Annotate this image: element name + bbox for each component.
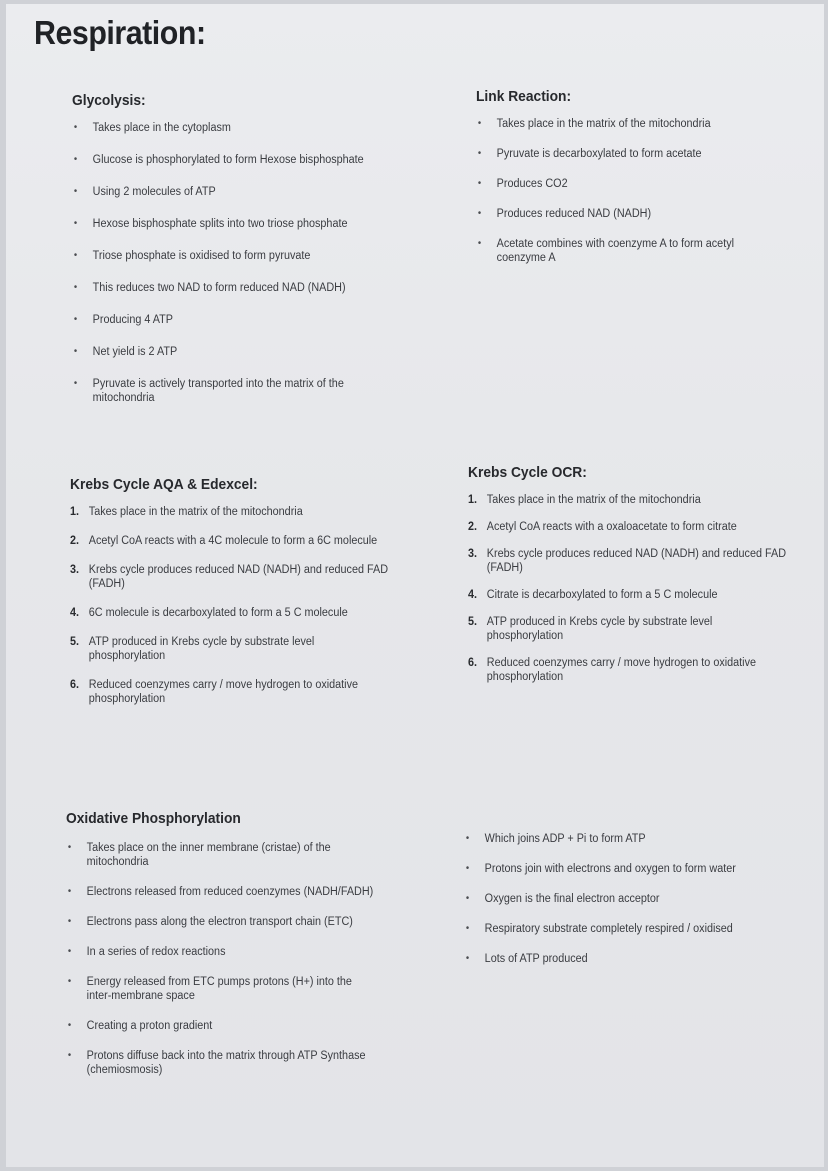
list-item [468, 520, 806, 534]
list-item: • Pyruvate is actively transported into the matrix of the mitochondria [72, 377, 356, 405]
item-number: 1. [468, 494, 478, 506]
list-item: • Lots of ATP produced [464, 952, 793, 966]
oxidative-phosphorylation-section [66, 810, 416, 1093]
krebs-ocr-section [468, 464, 818, 697]
list-item: • Protons diffuse back into the matrix through ATP Synthase (chemiosmosis) [66, 1049, 378, 1077]
item-number: 6. [468, 657, 478, 669]
list-item: • Energy released from ETC pumps protons (H+) into the inter-membrane space [66, 975, 369, 1003]
glycolysis-heading: Glycolysis: [72, 92, 146, 109]
item-number: 3. [70, 564, 80, 576]
item-number: 2. [70, 535, 80, 547]
list-item: • Glucose is phosphorylated to form Hexose bisphosphate [72, 153, 392, 167]
glycolysis-section [72, 92, 412, 423]
list-item: • Takes place on the inner membrane (cristae) of the mitochondria [66, 841, 340, 869]
list-item [468, 656, 811, 684]
list-item [468, 547, 811, 575]
page-title: Respiration: [34, 14, 206, 51]
list-item [70, 534, 380, 548]
krebs-ocr-list [468, 493, 818, 684]
item-number: 4. [468, 589, 478, 601]
list-item: • Oxygen is the final electron acceptor [464, 892, 793, 906]
item-text: Takes place in the matrix of the mitochondria [486, 494, 701, 506]
list-item: • Takes place in the cytoplasm [72, 121, 392, 135]
link-reaction-section [476, 88, 796, 281]
list-item: • Electrons pass along the electron transport chain (ETC) [66, 915, 395, 929]
list-item [70, 606, 408, 620]
list-item [468, 588, 806, 602]
list-item: • Protons join with electrons and oxygen to form water [464, 862, 793, 876]
list-item [70, 505, 399, 519]
oxidative-phosphorylation-list-continued [464, 832, 814, 966]
list-item: • Producing 4 ATP [72, 313, 392, 327]
list-item: • Triose phosphate is oxidised to form pyruvate [72, 249, 392, 263]
list-item: • Electrons released from reduced coenzymes (NADH/FADH) [66, 885, 395, 899]
list-item: • In a series of redox reactions [66, 945, 395, 959]
item-number: 5. [70, 636, 80, 648]
item-text: Reduced coenzymes carry / move hydrogen to oxidative phosphorylation [486, 657, 756, 683]
item-text: Citrate is decarboxylated to form a 5 C molecule [486, 589, 718, 601]
oxidative-phosphorylation-list [66, 841, 416, 1077]
item-text: Acetyl CoA reacts with a oxaloacetate to form citrate [486, 521, 737, 533]
link-reaction-list [476, 117, 796, 265]
item-text: 6C molecule is decarboxylated to form a 5 C molecule [88, 607, 348, 619]
list-item: • Produces CO2 [476, 177, 777, 191]
list-item [70, 635, 343, 663]
item-number: 5. [468, 616, 478, 628]
item-text: Krebs cycle produces reduced NAD (NADH) and reduced FAD (FADH) [486, 548, 787, 574]
glycolysis-list [72, 121, 412, 405]
list-item [468, 493, 806, 507]
list-item: • Produces reduced NAD (NADH) [476, 207, 777, 221]
notes-page [6, 4, 824, 1167]
list-item: • Acetate combines with coenzyme A to form acetyl coenzyme A [476, 237, 769, 265]
item-text: Reduced coenzymes carry / move hydrogen to oxidative phosphorylation [88, 679, 358, 705]
list-item: • Net yield is 2 ATP [72, 345, 392, 359]
list-item [70, 563, 408, 591]
item-number: 3. [468, 548, 478, 560]
oxidative-phosphorylation-continued [464, 832, 814, 982]
item-text: Acetyl CoA reacts with a 4C molecule to form a 6C molecule [88, 535, 378, 547]
link-reaction-heading: Link Reaction: [476, 88, 572, 105]
list-item: • Takes place in the matrix of the mitochondria [476, 117, 777, 131]
oxidative-phosphorylation-heading: Oxidative Phosphorylation [66, 810, 241, 827]
list-item: • Respiratory substrate completely respired / oxidised [464, 922, 793, 936]
list-item [468, 615, 769, 643]
krebs-aqa-section [70, 476, 420, 721]
item-number: 2. [468, 521, 478, 533]
list-item [70, 678, 408, 706]
krebs-aqa-list [70, 505, 420, 706]
list-item: • Using 2 molecules of ATP [72, 185, 392, 199]
list-item: • This reduces two NAD to form reduced NAD (NADH) [72, 281, 392, 295]
krebs-ocr-heading: Krebs Cycle OCR: [468, 464, 587, 481]
list-item: • Pyruvate is decarboxylated to form acetate [476, 147, 777, 161]
list-item: • Which joins ADP + Pi to form ATP [464, 832, 793, 846]
list-item: • Creating a proton gradient [66, 1019, 395, 1033]
item-text: ATP produced in Krebs cycle by substrate level phosphorylation [88, 636, 315, 662]
item-text: ATP produced in Krebs cycle by substrate level phosphorylation [486, 616, 713, 642]
item-text: Takes place in the matrix of the mitochondria [88, 506, 303, 518]
item-text: Krebs cycle produces reduced NAD (NADH) and reduced FAD (FADH) [88, 564, 389, 590]
item-number: 4. [70, 607, 80, 619]
list-item: • Hexose bisphosphate splits into two triose phosphate [72, 217, 392, 231]
krebs-aqa-heading: Krebs Cycle AQA & Edexcel: [70, 476, 258, 493]
item-number: 1. [70, 506, 80, 518]
item-number: 6. [70, 679, 80, 691]
